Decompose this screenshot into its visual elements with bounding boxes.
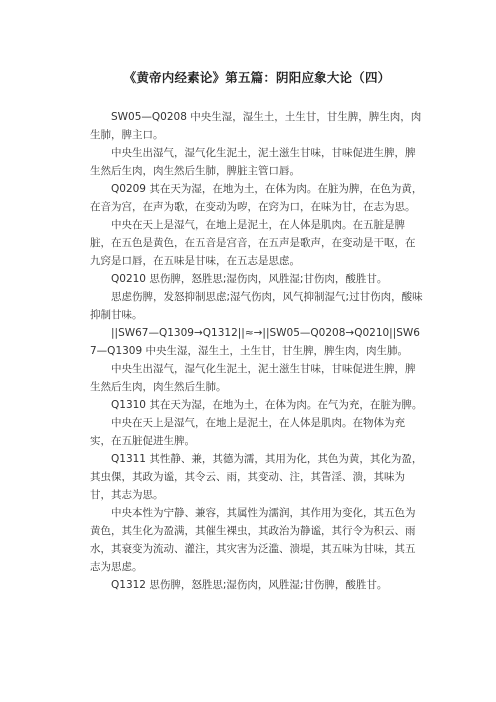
paragraph: 中央在天上是湿气，在地上是泥土，在人体是肌肉。在五脏是脾脏，在五色是黄色，在五音是宫音，在五声是歌声，在变动是干呕，在九窍是口唇，在五味是甘味，在五志是思虑。 bbox=[90, 219, 416, 267]
document-title: 《黄帝内经素论》第五篇：阴阳应象大论（四） bbox=[123, 70, 391, 85]
paragraph: ||SW67—Q1309→Q1312||≈→||SW05—Q0208→Q0210||SW67—Q1309 中央生湿，湿生土，土生甘，甘生脾，脾生肉，肉生肺。 bbox=[90, 327, 420, 357]
paragraph: Q1312 思伤脾，怒胜思;湿伤肉，风胜湿;甘伤脾，酸胜甘。 bbox=[111, 579, 388, 591]
paragraph: Q1311 其性静、兼，其德为濡，其用为化，其色为黄，其化为盈，其虫倮，其政为谧，其令云、雨，其变动、注，其眚淫、溃，其味为甘，其志为思。 bbox=[90, 453, 423, 501]
paragraph: Q0209 其在天为湿，在地为土，在体为肉。在脏为脾，在色为黄，在音为宫，在声为歌，在变动为哕，在窍为口，在味为甘，在志为思。 bbox=[90, 183, 423, 213]
paragraph: SW05—Q0208 中央生湿，湿生土，土生甘，甘生脾，脾生肉，肉生肺，脾主口。 bbox=[90, 111, 422, 141]
paragraph: Q1310 其在天为湿，在地为土，在体为肉。在气为充，在脏为脾。 bbox=[111, 399, 423, 411]
paragraph: 中央生出湿气，湿气化生泥土，泥土滋生甘味，甘味促进生脾，脾生然后生肉，肉生然后生肺。 bbox=[90, 363, 416, 393]
paragraph: Q0210 思伤脾，怒胜思;湿伤肉，风胜湿;甘伤肉，酸胜甘。 bbox=[111, 273, 388, 285]
document-body bbox=[90, 108, 424, 594]
paragraph: 思虑伤脾，发怒抑制思虑;湿气伤肉，风气抑制湿气;过甘伤肉，酸味抑制甘味。 bbox=[90, 291, 423, 321]
paragraph: 中央生出湿气，湿气化生泥土，泥土滋生甘味，甘味促进生脾，脾生然后生肉，肉生然后生肺，脾脏主管口唇。 bbox=[90, 147, 416, 177]
paragraph: 中央在天上是湿气，在地上是泥土，在人体是肌肉。在物体为充实，在五脏促进生脾。 bbox=[90, 417, 405, 447]
paragraph: 中央本性为宁静、兼容，其属性为濡润，其作用为变化，其五色为黄色，其生化为盈满，其催生裸虫，其政治为静谧，其行令为积云、雨水，其衰变为流动、灌注，其灾害为泛滥、溃堤，其五味为甘味，其五志为思虑。 bbox=[90, 507, 416, 573]
